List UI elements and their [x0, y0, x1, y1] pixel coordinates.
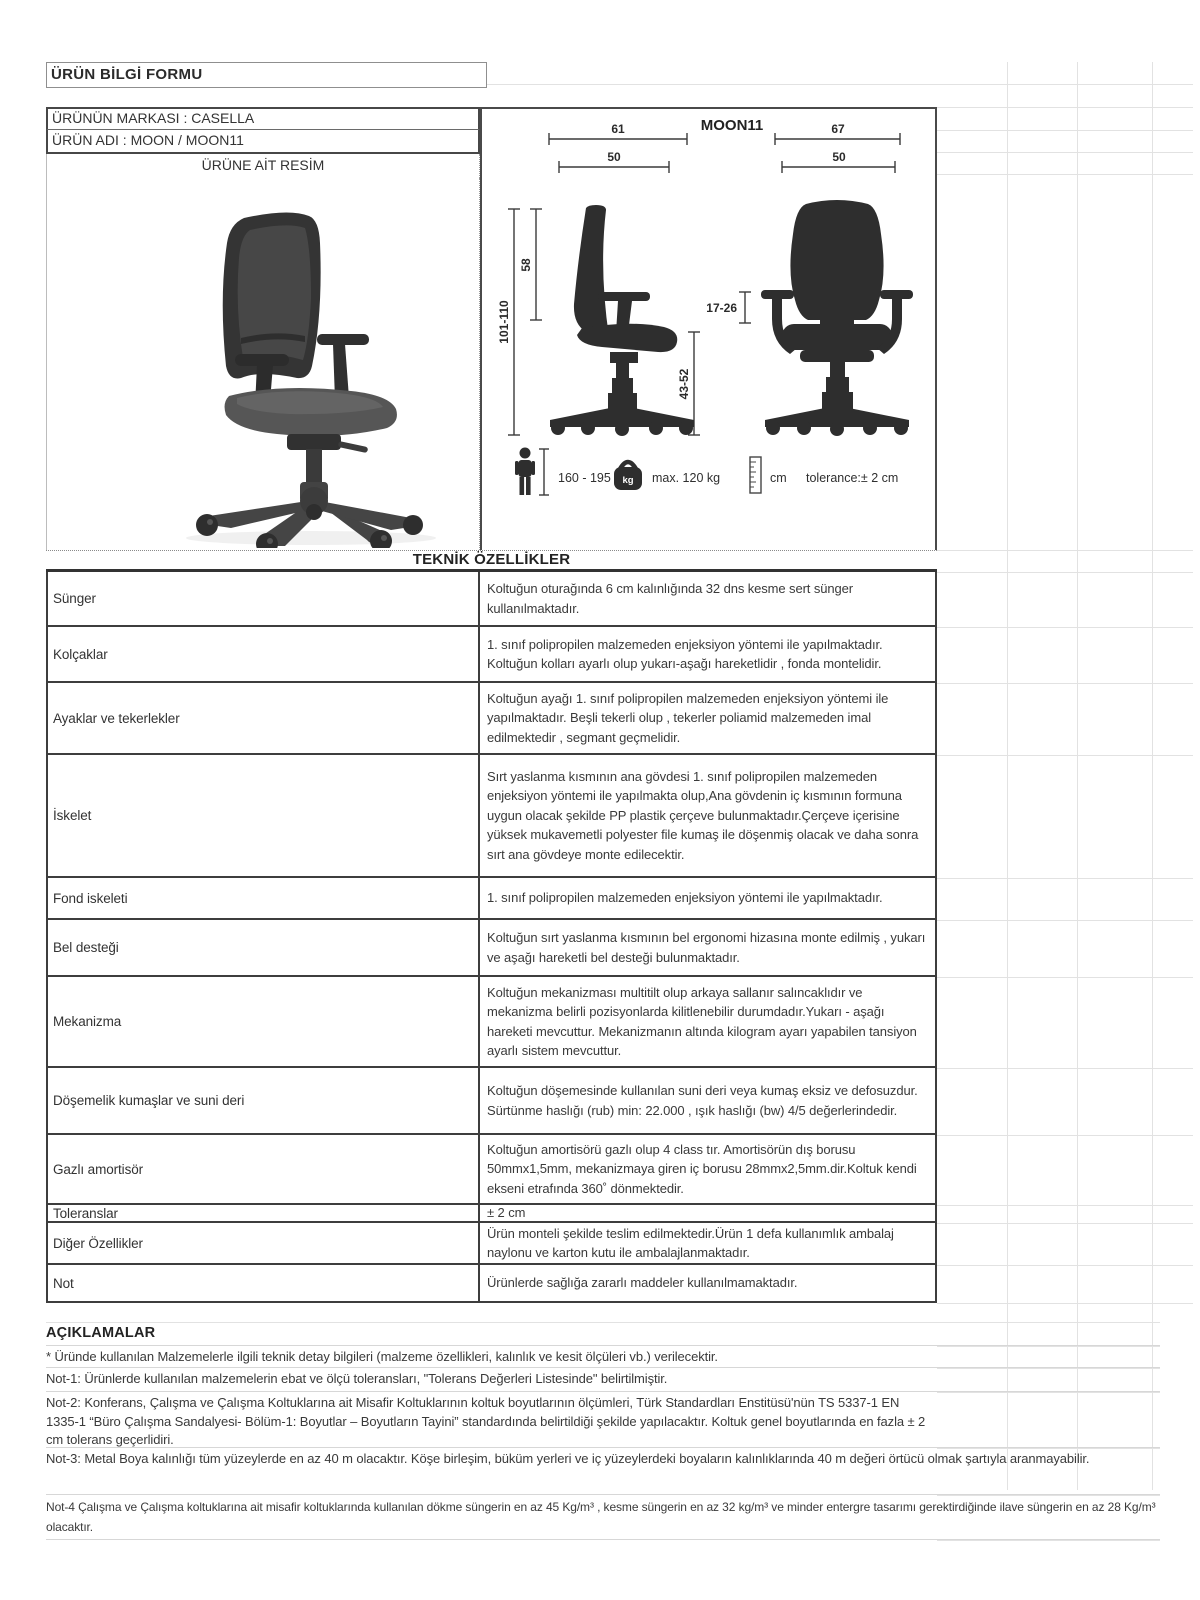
note-item: [46, 1448, 1160, 1495]
brand-cell: [46, 107, 480, 130]
chair-back-silhouette: [761, 200, 913, 436]
product-photo-cell: [46, 178, 480, 550]
note-item: [46, 1346, 1160, 1368]
grid-line-h: [937, 1303, 1193, 1304]
tolerance-label: tolerance:± 2 cm: [806, 471, 899, 485]
spec-row: [48, 627, 935, 683]
note-item: [46, 1495, 1160, 1540]
spec-value: ± 2 cm: [487, 1205, 526, 1221]
spec-label: Not: [48, 1265, 480, 1301]
unit-label: cm: [770, 471, 787, 485]
spec-row: [48, 572, 935, 627]
spec-table-header: [46, 550, 937, 572]
grid-line-v: [1077, 62, 1078, 1490]
grid-line-h: [937, 977, 1193, 978]
grid-line-h: [937, 920, 1193, 921]
grid-line-h: [937, 1068, 1193, 1069]
spec-row: [48, 1068, 935, 1135]
spec-row: [48, 878, 935, 920]
spec-value: Ürünlerde sağlığa zararlı maddeler kullanılmamaktadır.: [487, 1275, 798, 1291]
spec-label: Mekanizma: [48, 977, 480, 1066]
grid-line-h: [937, 683, 1193, 684]
spec-row: [48, 1265, 935, 1303]
note-text: Not-2: Konferans, Çalışma ve Çalışma Koltuklarına ait Misafir Koltuklarının koltuk boyutlarının ölçümleri, Türk Standardları Enstitüsü'nün TS 5337-1 EN 1335-1 “Büro Çalışma Sandalyesi- Bölüm-1: Boyutlar – Boyutların Tayini” standardında belirtildiği şekilde yapılacaktır. Koltuk genel boyutlarında en fazla ± 2 cm tolerans geçerlidiri.: [46, 1395, 926, 1447]
dim-seat-height: 43-52: [677, 368, 691, 400]
user-height-range: 160 - 195: [558, 471, 611, 485]
photo-mechanism: [287, 434, 341, 450]
dim-armrest-height: 17-26: [706, 301, 737, 315]
note-text: Not-1: Ürünlerde kullanılan malzemelerin ebat ve ölçü toleransları, "Tolerans Değerleri Listesinde" belirtilmiştir.: [46, 1371, 668, 1386]
spec-label: Ayaklar ve tekerlekler: [48, 683, 480, 753]
spec-value: Koltuğun mekanizması multitilt olup arkaya sallanır salıncaklıdır ve mekanizma belirli pozisyonlarda kilitlenebilir durumdadır.Yukarı - aşağı hareketi mevcuttur. Mekanizmanın altında kilogram ayarı yapabilen tansiyon ayarlı sistem mevcuttur.: [487, 984, 917, 1058]
spec-row: [48, 1205, 935, 1223]
spec-value: Koltuğun ayağı 1. sınıf polipropilen malzemeden enjeksiyon yöntemi ile yapılmaktadır. Beşli tekerli olup , tekerler poliamid malzemeden imal edilmektedir , segmant geçmelidir.: [487, 690, 889, 745]
person-icon: [515, 448, 535, 496]
photo-armrest-near-pad: [235, 354, 289, 366]
grid-line-h: [937, 1205, 1193, 1206]
product-photo: [119, 188, 459, 548]
product-name-cell: [46, 130, 480, 154]
spec-value: Sırt yaslanma kısmının ana gövdesi 1. sınıf polipropilen malzemeden enjeksiyon yöntemi ile yapılmakta olup,Ana gövdenin iç kısmının formuna uygun olacak şekilde PP plastik çerçeve bulunmaktadır.Çerçeve içerisine yüksek mukavemetli polyester file kumaş ile döşenmiş olacak ve daha sonra sırt ana gövdeye monte edilecektir.: [487, 768, 919, 862]
note-text: Not-3: Metal Boya kalınlığı tüm yüzeylerde en az 40 m olacaktır. Köşe birleşim, büküm yerleri ve iç yüzeylerdeki boyaların kalınlıklarında 40 m değeri örtücü olmak şartıyla aranmayabilir.: [46, 1451, 1090, 1466]
spec-label: Gazlı amortisör: [48, 1135, 480, 1203]
spec-label: İskelet: [48, 755, 480, 876]
grid-line-v: [1152, 62, 1153, 1490]
spec-row: [48, 920, 935, 977]
spec-label: Döşemelik kumaşlar ve suni deri: [48, 1068, 480, 1133]
spec-label: Bel desteği: [48, 920, 480, 975]
spec-label: Fond iskeleti: [48, 878, 480, 918]
grid-line-h: [937, 174, 1193, 175]
grid-line-h: [937, 1265, 1193, 1266]
spec-label: Diğer Özellikler: [48, 1223, 480, 1263]
grid-line-h: [937, 1135, 1193, 1136]
photo-lever: [338, 441, 369, 453]
dim-back-width-outer: 67: [831, 122, 845, 136]
notes-header: AÇIKLAMALAR: [46, 1322, 1160, 1346]
spec-table: [46, 572, 937, 1303]
photo-armrest-far-pad: [317, 334, 369, 345]
drawing-legend: [515, 448, 898, 496]
spec-label: Sünger: [48, 572, 480, 625]
spec-row: [48, 1135, 935, 1205]
spec-row: [48, 977, 935, 1068]
dim-total-height: 101-110: [497, 300, 511, 344]
spec-value: Koltuğun sırt yaslanma kısmının bel ergonomi hizasına monte edilmiş , yukarı ve aşağı hareketli bel desteği bulunmaktadır.: [487, 930, 926, 965]
form-title-cell: [46, 62, 487, 88]
image-caption-cell: [46, 154, 480, 178]
spec-table-title: TEKNİK ÖZELLİKLER: [412, 551, 571, 568]
spec-value: Koltuğun oturağında 6 cm kalınlığında 32 dns kesme sert sünger kullanılmaktadır.: [487, 581, 853, 616]
dim-side-width-outer: 61: [611, 122, 625, 136]
grid-line-v: [1007, 62, 1008, 1490]
grid-line-h: [937, 107, 1193, 108]
brand-text: ÜRÜNÜN MARKASI : CASELLA: [52, 110, 255, 126]
person-height-measure-line: [539, 449, 549, 495]
spec-row: [48, 683, 935, 755]
spec-value: 1. sınıf polipropilen malzemeden enjeksiyon yöntemi ile yapılmaktadır.: [487, 890, 883, 906]
dimension-drawing-cell: [480, 107, 937, 550]
note-text: * Üründe kullanılan Malzemelerle ilgili teknik detay bilgileri (malzeme özellikleri, kalınlık ve kesit ölçüleri vb.) verilecektir.: [46, 1349, 718, 1364]
grid-line-h: [937, 550, 1193, 551]
grid-line-h: [937, 1540, 1160, 1541]
spec-label: Kolçaklar: [48, 627, 480, 681]
ruler-icon: [750, 457, 761, 493]
drawing-model-title: MOON11: [700, 117, 764, 134]
note-item: [46, 1368, 1160, 1392]
grid-line-h: [937, 878, 1193, 879]
grid-line-h: [937, 627, 1193, 628]
spec-value: 1. sınıf polipropilen malzemeden enjeksiyon yöntemi ile yapılmaktadır. Koltuğun kolları ayarlı olup yukarı-aşağı hareketlidir , fonda montelidir.: [487, 636, 883, 671]
max-weight-label: max. 120 kg: [652, 471, 721, 485]
spec-value: Koltuğun amortisörü gazlı olup 4 class tır. Amortisörün dış borusu 50mmx1,5mm, mekanizmaya giren iç borusu 28mmx2,5mm.dir.Koltuk kendi ekseni etrafında 360˚ dönmektedir.: [487, 1141, 917, 1196]
spec-value: Koltuğun döşemesinde kullanılan suni deri veya kumaş eksiz ve defosuzdur. Sürtünme haslığı (rub) min: 22.000 , ışık haslığı (bw) 4/5 değerlerindedir.: [487, 1083, 918, 1118]
grid-line-h: [487, 84, 1193, 85]
notes-section: [46, 1322, 1160, 1540]
grid-line-h: [937, 152, 1193, 153]
grid-line-h: [937, 572, 1193, 573]
image-caption-text: ÜRÜNE AİT RESİM: [201, 157, 325, 173]
spec-label: Toleranslar: [48, 1205, 480, 1221]
note-item: [46, 1392, 1160, 1448]
dim-backrest-height: 58: [519, 258, 533, 272]
spec-row: [48, 1223, 935, 1265]
weight-icon: [614, 462, 642, 490]
dim-back-width-inner: 50: [832, 150, 846, 164]
grid-line-h: [937, 755, 1193, 756]
grid-line-h: [937, 130, 1193, 131]
product-name-text: ÜRÜN ADI : MOON / MOON11: [52, 132, 244, 148]
weight-unit-label: kg: [622, 475, 634, 486]
spec-value: Ürün monteli şekilde teslim edilmektedir.Ürün 1 defa kullanımlık ambalaj naylonu ve karton kutu ile ambalajlanmaktadır.: [487, 1225, 894, 1260]
photo-shadow: [186, 531, 436, 545]
chair-side-silhouette: [550, 205, 694, 436]
grid-line-h: [937, 1223, 1193, 1224]
dimension-drawing: [482, 109, 935, 548]
spec-row: [48, 755, 935, 878]
note-text: Not-4 Çalışma ve Çalışma koltuklarına ait misafir koltuklarında kullanılan dökme süngerin en az 45 Kg/m³ , kesme süngerin en az 32 kg/m³ ve minder entergre tasarımı gerektirdiğinde ilave süngerin en az 28 Kg/m³ olacaktır.: [46, 1500, 1156, 1534]
form-title: ÜRÜN BİLGİ FORMU: [51, 66, 203, 83]
dim-side-width-inner: 50: [607, 150, 621, 164]
